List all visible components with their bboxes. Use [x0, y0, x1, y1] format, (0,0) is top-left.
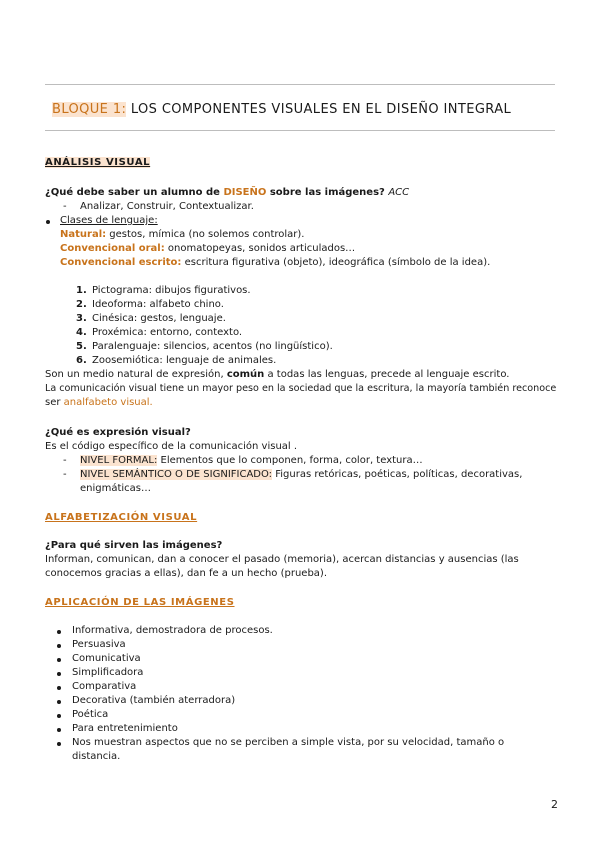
- imagenes-line-1: Informan, comunican, dan a conocer el pasado (memoria), acercan distancias y ausencias (las: [45, 554, 519, 565]
- list-item: Informativa, demostradora de procesos.: [72, 625, 273, 636]
- answer-text: Analizar, Construir, Contextualizar.: [80, 201, 254, 212]
- dash-marker: -: [63, 469, 67, 480]
- bullet-marker: [57, 686, 61, 690]
- section-heading-analisis: ANÁLISIS VISUAL: [45, 157, 151, 168]
- question-alumno: ¿Qué debe saber un alumno de DISEÑO sobre las imágenes? ACC: [45, 187, 410, 198]
- bullet-marker: [57, 672, 61, 676]
- clases-label: Clases de lenguaje:: [60, 215, 158, 226]
- list-item: Comparativa: [72, 681, 137, 692]
- page-number: 2: [551, 798, 558, 811]
- bottom-rule: [45, 130, 555, 131]
- list-item: 1. Pictograma: dibujos figurativos.: [76, 285, 251, 296]
- nivel-formal-line: NIVEL FORMAL: Elementos que lo componen, forma, color, textura…: [80, 455, 423, 466]
- bullet-marker: [57, 728, 61, 732]
- dash-marker: -: [63, 201, 67, 212]
- section-heading-aplicacion: APLICACIÓN DE LAS IMÁGENES: [45, 597, 235, 608]
- block-label: BLOQUE 1:: [52, 102, 127, 117]
- bullet-marker: [57, 742, 61, 746]
- list-item-cont: distancia.: [72, 751, 121, 762]
- comunicacion-line-2: ser analfabeto visual.: [45, 397, 153, 408]
- bullet-marker: [57, 630, 61, 634]
- block-title: LOS COMPONENTES VISUALES EN EL DISEÑO INTEGRAL: [130, 102, 512, 117]
- nivel-semantico-line: NIVEL SEMÁNTICO O DE SIGNIFICADO: Figuras retóricas, poéticas, políticas, decorativas,: [80, 469, 523, 480]
- list-item: Persuasiva: [72, 639, 126, 650]
- bullet-marker: [57, 644, 61, 648]
- list-item: Comunicativa: [72, 653, 141, 664]
- numbered-list: [76, 284, 333, 368]
- bullet-marker: [46, 220, 50, 224]
- question-imagenes: ¿Para qué sirven las imágenes?: [45, 540, 223, 551]
- list-item: 5. Paralenguaje: silencios, acentos (no lingüístico).: [76, 341, 333, 352]
- section-heading-alfabetizacion: ALFABETIZACIÓN VISUAL: [45, 512, 198, 523]
- list-item: 6. Zoosemiótica: lenguaje de animales.: [76, 355, 277, 366]
- list-item: Nos muestran aspectos que no se perciben a simple vista, por su velocidad, tamaño o: [72, 737, 505, 748]
- list-item: 2. Ideoforma: alfabeto chino.: [76, 299, 224, 310]
- expresion-definition: Es el código específico de la comunicación visual .: [45, 441, 298, 452]
- list-item: Simplificadora: [72, 667, 144, 678]
- dash-marker: -: [63, 455, 67, 466]
- imagenes-line-2: conocemos gracias a ellas), dan fe a un hecho (prueba).: [45, 568, 327, 579]
- comunicacion-line: La comunicación visual tiene un mayor peso en la sociedad que la escritura, la mayoría también reconoce: [45, 383, 557, 394]
- conv-escrito-line: Convencional escrito: escritura figurativa (objeto), ideográfica (símbolo de la idea).: [60, 257, 491, 268]
- bullet-marker: [57, 658, 61, 662]
- list-item: Poética: [72, 709, 109, 720]
- list-item: Decorativa (también aterradora): [72, 695, 236, 706]
- list-item: Para entretenimiento: [72, 723, 178, 734]
- list-item: 3. Cinésica: gestos, lenguaje.: [76, 313, 226, 324]
- acc-label: ACC: [388, 187, 410, 198]
- list-item: 4. Proxémica: entorno, contexto.: [76, 327, 243, 338]
- conv-oral-line: Convencional oral: onomatopeyas, sonidos articulados…: [60, 243, 356, 254]
- bullet-marker: [57, 700, 61, 704]
- page-title: [52, 101, 511, 119]
- top-rule: [45, 84, 555, 85]
- diseno-word: DISEÑO: [223, 187, 267, 198]
- natural-line: Natural: gestos, mímica (no solemos controlar).: [60, 229, 305, 240]
- analfabeto-visual: analfabeto visual.: [63, 397, 153, 408]
- question-expresion: ¿Qué es expresión visual?: [45, 427, 191, 438]
- medio-line: Son un medio natural de expresión, común a todas las lenguas, precede al lenguaje escrito.: [45, 369, 510, 380]
- nivel-semantico-cont: enigmáticas…: [80, 483, 152, 494]
- bullet-marker: [57, 714, 61, 718]
